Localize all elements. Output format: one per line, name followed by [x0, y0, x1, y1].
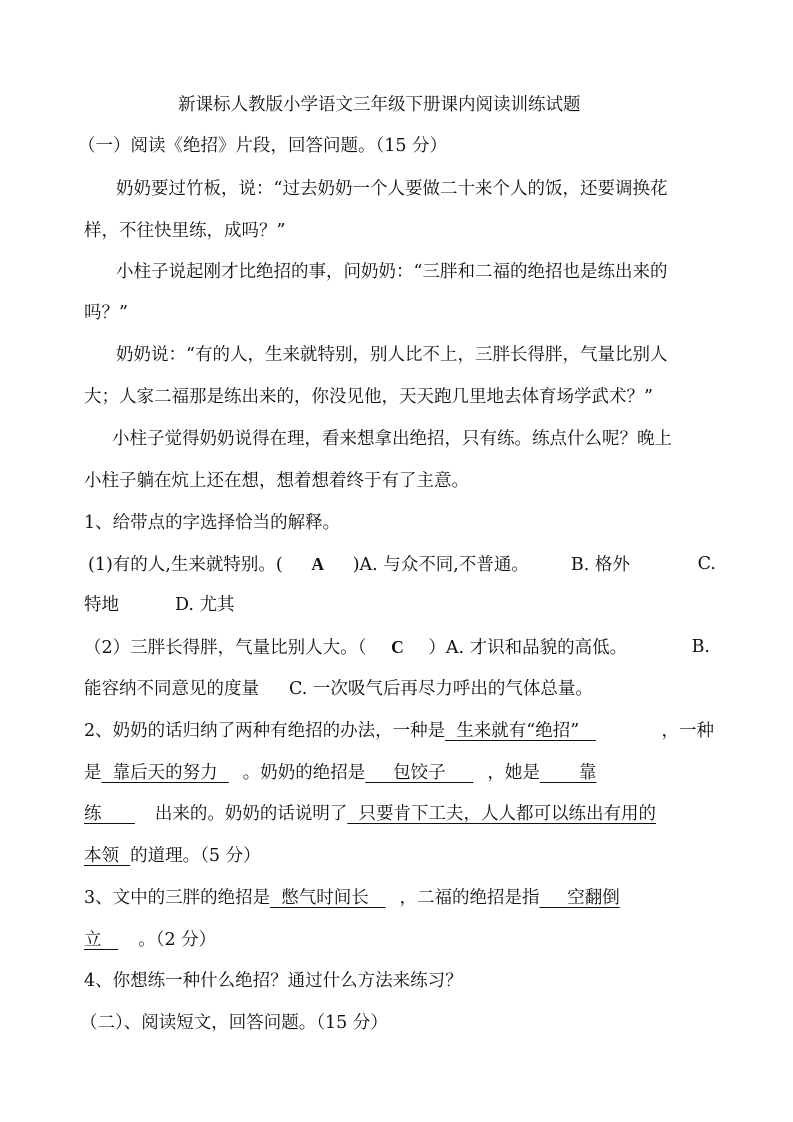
question-1-item-2: [84, 636, 724, 659]
q1-item2-option-c: C. 一次吸气后再尽力呼出的气体总量。: [289, 679, 593, 699]
question-2-line-1: [84, 720, 714, 742]
q1-item2-answer: C: [391, 637, 404, 657]
q2-text-4: 。奶奶的绝招是: [242, 763, 366, 783]
q3-answer-2: 空翻倒: [539, 888, 620, 908]
question-2-line-2: [84, 762, 714, 784]
question-2-line-4: [84, 845, 714, 867]
passage-paragraph-1-line-2: 样，不往快里练，成吗？”: [84, 221, 286, 241]
question-1-item-1-line-2: [84, 594, 714, 616]
q2-text-1: 2、奶奶的话归纳了两种有绝招的办法，一种是: [84, 721, 446, 741]
q2-text-7: 的道理。（5 分）: [130, 846, 261, 866]
q1-item1-option-c-text: 特地: [84, 595, 119, 615]
q2-answer-4-cont: 练: [84, 804, 135, 824]
section-2-heading: （二）、阅读短文，回答问题。（15 分）: [80, 1013, 388, 1033]
passage-paragraph-3-line-2: 大；人家二福那是练出来的，你没见他，天天跑几里地去体育场学武术？”: [84, 387, 653, 407]
question-3-line-2: [84, 929, 714, 951]
question-2-line-3: [84, 803, 714, 825]
passage-paragraph-1-line-1: 奶奶要过竹板，说：“过去奶奶一个人要做二十来个人的饭，还要调换花: [116, 179, 668, 199]
q1-item1-option-b: B. 格外: [570, 555, 630, 575]
question-3-line-1: [84, 887, 714, 909]
q2-answer-2: 靠后天的努力: [101, 763, 229, 783]
q2-answer-5-cont: 本领: [84, 846, 131, 866]
q1-item1-option-d: D. 尤其: [175, 595, 235, 615]
q2-text-6: 出来的。奶奶的话说明了: [154, 804, 348, 824]
question-4-label: 4、你想练一种什么绝招？通过什么方法来练习？: [84, 971, 463, 991]
section-1-heading: （一）阅读《绝招》片段，回答问题。（15 分）: [78, 136, 448, 156]
passage-paragraph-3-line-1: 奶奶说：“有的人，生来就特别，别人比不上，三胖长得胖，气量比别人: [116, 345, 668, 365]
q1-item2-option-b-text: 能容纳不同意见的度量: [84, 679, 259, 699]
q1-item2-stem: （2）三胖长得胖，气量比别人大。（: [84, 638, 367, 658]
q1-item1-option-c-label: C.: [697, 554, 716, 574]
page-title: 新课标人教版小学语文三年级下册课内阅读训练试题: [178, 95, 581, 115]
passage-paragraph-4-line-2: 小柱子躺在炕上还在想，想着想着终于有了主意。: [84, 471, 469, 491]
q1-item1-answer: A: [311, 554, 324, 574]
q3-text-3: 。（2 分）: [138, 930, 217, 950]
q2-text-3: 是: [84, 763, 102, 783]
passage-paragraph-4-line-1: 小柱子觉得奶奶说得在理，看来想拿出绝招，只有练。练点什么呢？晚上: [112, 429, 672, 449]
q1-item1-option-a: )A. 与众不同,不普通。: [352, 555, 529, 575]
q2-text-2: ，一种: [661, 721, 714, 741]
q3-text-1: 3、文中的三胖的绝招是: [84, 888, 271, 908]
q2-answer-3: 包饺子: [365, 763, 474, 783]
q2-text-5: ，她是: [487, 763, 540, 783]
passage-paragraph-2-line-1: 小柱子说起刚才比绝招的事，问奶奶：“三胖和二福的绝招也是练出来的: [116, 262, 668, 282]
q3-text-2: ，二福的绝招是指: [399, 888, 540, 908]
q2-answer-1: 生来就有“绝招”: [445, 721, 596, 741]
q1-item2-option-a: ）A. 才识和品貌的高低。: [428, 638, 628, 658]
q2-answer-4: 靠: [539, 763, 597, 783]
q1-item1-stem: (1)有的人,生来就特别。(: [88, 555, 283, 575]
q3-answer-2-cont: 立: [84, 930, 119, 950]
q2-answer-5: 只要肯下工夫，人人都可以练出有用的: [347, 804, 657, 824]
question-1-label: 1、给带点的字选择恰当的解释。: [84, 513, 341, 533]
passage-paragraph-2-line-2: 吗？”: [84, 303, 128, 323]
q1-item2-option-b-label: B.: [691, 637, 710, 657]
question-1-item-1: [88, 553, 728, 576]
q3-answer-1: 憋气时间长: [270, 888, 386, 908]
question-1-item-2-line-2: [84, 678, 714, 700]
